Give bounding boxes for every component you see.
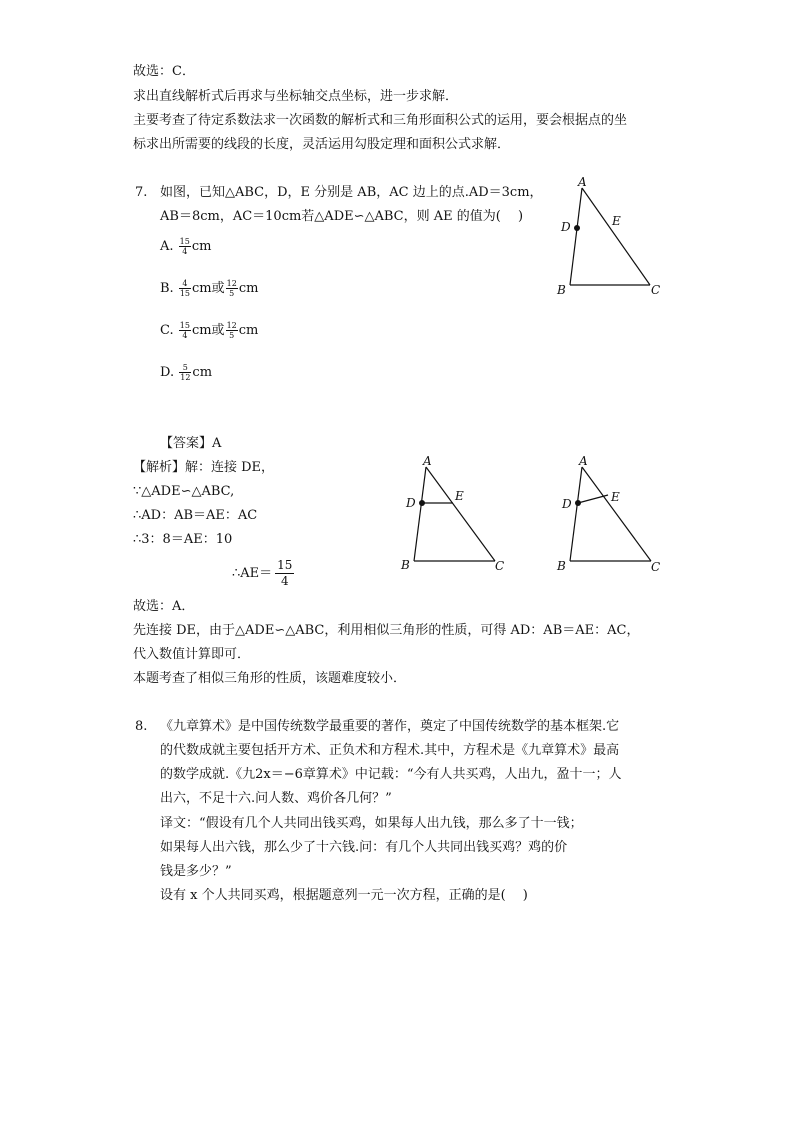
q7-analysis: 【解析】解：连接 DE， [133,460,275,475]
q7-choose: 故选：A． [133,599,195,614]
q8-line-4: 出六，不足十六.问人数、鸡价各几何？” [160,791,392,806]
label-d: D [561,220,571,234]
label-b: B [557,283,566,297]
q8-line-7: 钱是多少？” [160,864,232,879]
q8-line-2: 的代数成就主要包括开方术、正负术和方程术.其中，方程术是《九章算术》最高 [160,743,620,758]
q7-step-2: ∴AD：AB＝AE：AC [133,508,258,523]
label-b: B [401,558,410,572]
fraction: $\frac{5}{12}$ [180,363,191,382]
q7-stem-line-1: 如图，已知△ABC，D，E 分别是 AB，AC 边上的点.AD＝3cm， [160,185,543,200]
q7-step-4: ∴AE＝ $\frac{15}{4}$ [232,558,293,588]
label-d: D [406,496,416,510]
connector: cm或 [192,281,225,296]
fraction: $\frac{15}{4}$ [179,321,190,340]
point-d [575,500,581,506]
point-d [419,500,425,506]
side-ab [414,467,426,561]
label-c: C [651,560,661,574]
fraction: $\frac{12}{5}$ [226,321,237,340]
label-c: C [651,283,661,297]
option-label: B. [160,281,174,296]
q8-line-1: 《九章算术》是中国传统数学最重要的著作，奠定了中国传统数学的基本框架.它 [160,719,620,734]
label-a: A [579,454,588,468]
q7-option-c [160,321,258,340]
unit: cm [238,323,259,338]
label-e: E [455,489,464,503]
label-b: B [557,559,566,573]
label-e: E [612,214,621,228]
side-ab [570,188,582,285]
q7-explanation-3: 本题考查了相似三角形的性质，该题难度较小． [133,671,407,686]
prev-line-1: 求出直线解析式后再求与坐标轴交点坐标，进一步求解． [133,89,459,104]
side-ac [426,467,495,561]
q7-explanation-1: 先连接 DE，由于△ADE∽△ABC，利用相似三角形的性质，可得 AD：AB＝AE：AC， [133,623,640,638]
q7-stem-line-2: AB＝8cm，AC＝10cm若△ADE∽△ABC，则 AE 的值为( ) [160,209,524,224]
side-ab [570,467,582,561]
prev-answer: 故选：C． [133,64,195,79]
label-a: A [423,454,432,468]
solution-figure-antiparallel [550,450,670,580]
q8-line-5: 译文：“假设有几个人共同出钱买鸡，如果每人出九钱，那么多了十一钱； [160,816,583,831]
q7-option-d [160,363,212,382]
option-label: D. [160,365,175,380]
q7-explanation-2: 代入数值计算即可． [133,647,251,662]
segment-de [578,495,608,503]
fraction: $\frac{12}{5}$ [226,279,237,298]
option-label: A. [160,239,174,254]
label-c: C [495,559,505,573]
solution-figure-parallel [395,450,515,580]
unit: cm [238,281,259,296]
side-ac [582,188,650,285]
q7-option-b [160,279,258,298]
q7-option-a [160,237,211,256]
fraction: $\frac{15}{4}$ [277,558,293,588]
unit: cm [192,365,213,380]
connector: cm或 [191,323,225,338]
fraction: $\frac{4}{15}$ [179,279,191,298]
q8-line-6: 如果每人出六钱，那么少了十六钱.问：有几个人共同出钱买鸡？鸡的价 [160,840,568,855]
q7-step-3: ∴3：8＝AE：10 [133,532,233,547]
prev-line-2: 主要考查了待定系数法求一次函数的解析式和三角形面积公式的运用，要会根据点的坐 [133,113,628,128]
q8-number: 8. [135,719,148,734]
side-ac [582,467,651,561]
q8-line-3: 的数学成就.《九2x＝−6章算术》中记载：“今有人共买鸡，人出九，盈十一；人 [160,767,622,782]
q7-triangle-figure [550,175,670,300]
q7-answer: 【答案】A [160,436,222,451]
fraction: $\frac{15}{4}$ [179,237,190,256]
point-d [574,225,580,231]
q7-number: 7. [135,185,148,200]
option-label: C. [160,323,174,338]
label-d: D [562,497,572,511]
label-a: A [578,175,587,189]
unit: cm [191,239,212,254]
q8-line-8: 设有 x 个人共同买鸡，根据题意列一元一次方程，正确的是( ) [160,888,528,903]
label-e: E [611,490,620,504]
q7-step-1: ∵△ADE∽△ABC, [133,484,235,499]
prev-line-3: 标求出所需要的线段的长度，灵活运用勾股定理和面积公式求解． [133,137,511,152]
